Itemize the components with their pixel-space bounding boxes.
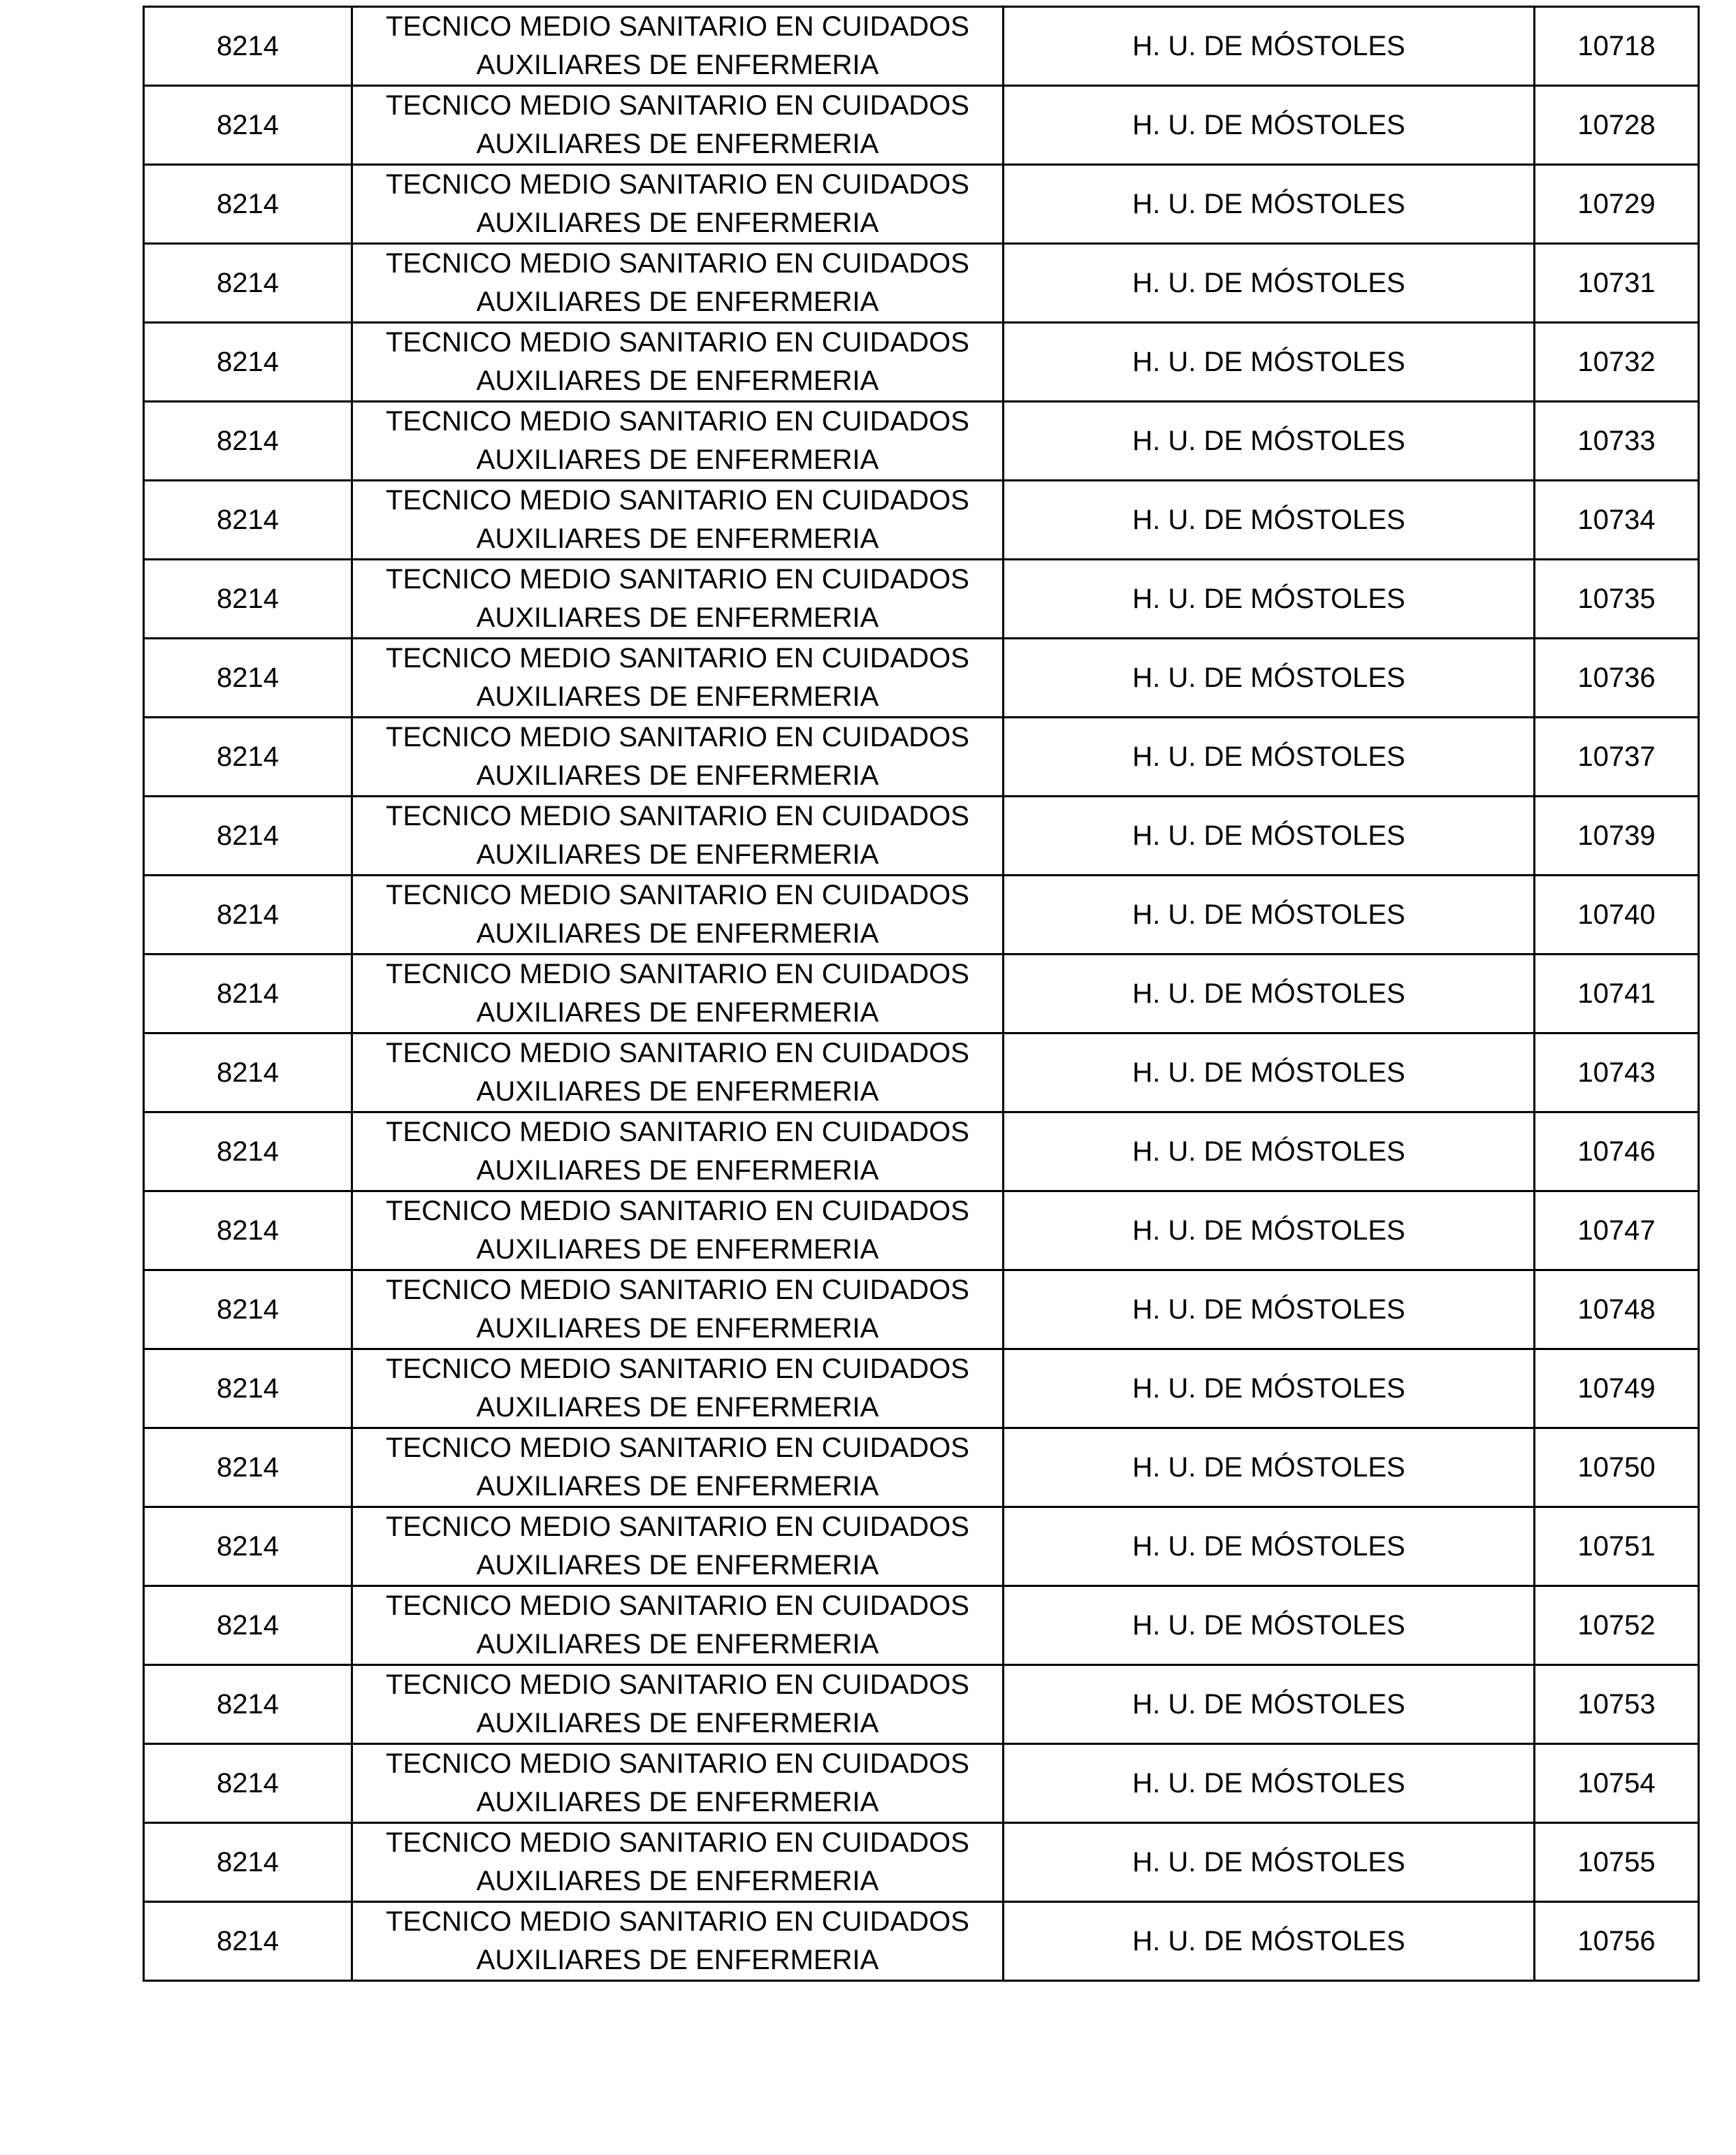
category-line-1: TECNICO MEDIO SANITARIO EN CUIDADOS bbox=[386, 722, 969, 753]
category-line-1: TECNICO MEDIO SANITARIO EN CUIDADOS bbox=[386, 406, 969, 437]
center-cell bbox=[1004, 1112, 1535, 1191]
center-cell bbox=[1004, 876, 1535, 955]
positions-table-body bbox=[144, 7, 1699, 1981]
category-line-1: TECNICO MEDIO SANITARIO EN CUIDADOS bbox=[386, 1906, 969, 1937]
number-cell bbox=[1535, 955, 1699, 1033]
table-row bbox=[144, 1902, 1699, 1981]
center-text: H. U. DE MÓSTOLES bbox=[1132, 1135, 1405, 1167]
number-text: 10732 bbox=[1577, 346, 1656, 377]
number-cell bbox=[1535, 876, 1699, 955]
table-row bbox=[144, 1191, 1699, 1270]
number-cell bbox=[1535, 165, 1699, 244]
category-line-2: AUXILIARES DE ENFERMERIA bbox=[476, 286, 879, 317]
category-cell bbox=[352, 402, 1004, 481]
number-text: 10753 bbox=[1577, 1688, 1656, 1720]
category-line-1: TECNICO MEDIO SANITARIO EN CUIDADOS bbox=[386, 169, 969, 200]
number-text: 10737 bbox=[1577, 741, 1656, 772]
table-row bbox=[144, 323, 1699, 402]
number-cell bbox=[1535, 1744, 1699, 1823]
number-cell bbox=[1535, 244, 1699, 323]
category-line-2: AUXILIARES DE ENFERMERIA bbox=[476, 1234, 879, 1265]
center-text: H. U. DE MÓSTOLES bbox=[1132, 820, 1405, 851]
category-line-1: TECNICO MEDIO SANITARIO EN CUIDADOS bbox=[386, 248, 969, 279]
category-line-2: AUXILIARES DE ENFERMERIA bbox=[476, 208, 879, 238]
code-text: 8214 bbox=[217, 1451, 279, 1483]
center-cell bbox=[1004, 402, 1535, 481]
category-line-2: AUXILIARES DE ENFERMERIA bbox=[476, 1550, 879, 1581]
code-text: 8214 bbox=[217, 1767, 279, 1799]
category-cell bbox=[352, 639, 1004, 718]
positions-table bbox=[143, 6, 1700, 1982]
code-cell bbox=[144, 718, 352, 797]
number-text: 10734 bbox=[1577, 504, 1656, 535]
code-cell bbox=[144, 1112, 352, 1191]
center-cell bbox=[1004, 1191, 1535, 1270]
code-text: 8214 bbox=[217, 1135, 279, 1167]
category-cell bbox=[352, 1428, 1004, 1507]
table-row bbox=[144, 1665, 1699, 1744]
category-line-2: AUXILIARES DE ENFERMERIA bbox=[476, 839, 879, 870]
center-text: H. U. DE MÓSTOLES bbox=[1132, 109, 1405, 140]
category-line-1: TECNICO MEDIO SANITARIO EN CUIDADOS bbox=[386, 1275, 969, 1305]
code-cell bbox=[144, 955, 352, 1033]
table-row bbox=[144, 244, 1699, 323]
code-text: 8214 bbox=[217, 741, 279, 772]
center-cell bbox=[1004, 1586, 1535, 1665]
center-text: H. U. DE MÓSTOLES bbox=[1132, 1057, 1405, 1088]
center-text: H. U. DE MÓSTOLES bbox=[1132, 978, 1405, 1009]
category-cell bbox=[352, 481, 1004, 560]
table-row bbox=[144, 7, 1699, 86]
number-text: 10756 bbox=[1577, 1925, 1656, 1957]
code-cell bbox=[144, 481, 352, 560]
code-text: 8214 bbox=[217, 30, 279, 61]
category-line-1: TECNICO MEDIO SANITARIO EN CUIDADOS bbox=[386, 1669, 969, 1700]
number-cell bbox=[1535, 481, 1699, 560]
category-line-2: AUXILIARES DE ENFERMERIA bbox=[476, 50, 879, 80]
number-cell bbox=[1535, 323, 1699, 402]
table-row bbox=[144, 797, 1699, 876]
code-cell bbox=[144, 323, 352, 402]
number-cell bbox=[1535, 1349, 1699, 1428]
category-cell bbox=[352, 1507, 1004, 1586]
code-text: 8214 bbox=[217, 188, 279, 219]
code-cell bbox=[144, 165, 352, 244]
table-row bbox=[144, 165, 1699, 244]
code-text: 8214 bbox=[217, 346, 279, 377]
category-line-1: TECNICO MEDIO SANITARIO EN CUIDADOS bbox=[386, 1117, 969, 1147]
number-text: 10748 bbox=[1577, 1293, 1656, 1325]
number-text: 10752 bbox=[1577, 1609, 1656, 1641]
code-text: 8214 bbox=[217, 1609, 279, 1641]
code-cell bbox=[144, 1349, 352, 1428]
number-text: 10743 bbox=[1577, 1057, 1656, 1088]
table-row bbox=[144, 560, 1699, 639]
center-cell bbox=[1004, 1507, 1535, 1586]
category-cell bbox=[352, 86, 1004, 165]
code-cell bbox=[144, 1586, 352, 1665]
code-text: 8214 bbox=[217, 504, 279, 535]
category-line-2: AUXILIARES DE ENFERMERIA bbox=[476, 997, 879, 1028]
category-line-1: TECNICO MEDIO SANITARIO EN CUIDADOS bbox=[386, 1511, 969, 1542]
table-row bbox=[144, 86, 1699, 165]
number-cell bbox=[1535, 7, 1699, 86]
number-text: 10731 bbox=[1577, 267, 1656, 298]
category-line-2: AUXILIARES DE ENFERMERIA bbox=[476, 760, 879, 791]
center-text: H. U. DE MÓSTOLES bbox=[1132, 1846, 1405, 1878]
code-text: 8214 bbox=[217, 978, 279, 1009]
number-cell bbox=[1535, 1112, 1699, 1191]
table-row bbox=[144, 876, 1699, 955]
center-cell bbox=[1004, 481, 1535, 560]
center-text: H. U. DE MÓSTOLES bbox=[1132, 1372, 1405, 1404]
code-text: 8214 bbox=[217, 1846, 279, 1878]
category-line-1: TECNICO MEDIO SANITARIO EN CUIDADOS bbox=[386, 1196, 969, 1226]
number-text: 10739 bbox=[1577, 820, 1656, 851]
category-cell bbox=[352, 718, 1004, 797]
category-line-2: AUXILIARES DE ENFERMERIA bbox=[476, 1076, 879, 1107]
number-cell bbox=[1535, 1902, 1699, 1981]
number-text: 10741 bbox=[1577, 978, 1656, 1009]
category-line-2: AUXILIARES DE ENFERMERIA bbox=[476, 1945, 879, 1975]
category-cell bbox=[352, 1823, 1004, 1902]
category-cell bbox=[352, 323, 1004, 402]
category-line-1: TECNICO MEDIO SANITARIO EN CUIDADOS bbox=[386, 1354, 969, 1384]
category-line-2: AUXILIARES DE ENFERMERIA bbox=[476, 1155, 879, 1186]
code-text: 8214 bbox=[217, 1688, 279, 1720]
table-row bbox=[144, 1033, 1699, 1112]
code-cell bbox=[144, 1270, 352, 1349]
center-cell bbox=[1004, 1823, 1535, 1902]
category-line-1: TECNICO MEDIO SANITARIO EN CUIDADOS bbox=[386, 1432, 969, 1463]
category-line-2: AUXILIARES DE ENFERMERIA bbox=[476, 444, 879, 475]
center-text: H. U. DE MÓSTOLES bbox=[1132, 662, 1405, 693]
code-cell bbox=[144, 1902, 352, 1981]
category-line-2: AUXILIARES DE ENFERMERIA bbox=[476, 1313, 879, 1344]
table-row bbox=[144, 481, 1699, 560]
center-cell bbox=[1004, 7, 1535, 86]
center-text: H. U. DE MÓSTOLES bbox=[1132, 1293, 1405, 1325]
category-line-2: AUXILIARES DE ENFERMERIA bbox=[476, 1392, 879, 1423]
center-cell bbox=[1004, 1270, 1535, 1349]
number-text: 10736 bbox=[1577, 662, 1656, 693]
number-cell bbox=[1535, 1586, 1699, 1665]
category-line-1: TECNICO MEDIO SANITARIO EN CUIDADOS bbox=[386, 90, 969, 121]
number-text: 10733 bbox=[1577, 425, 1656, 456]
center-cell bbox=[1004, 1033, 1535, 1112]
number-text: 10729 bbox=[1577, 188, 1656, 219]
code-text: 8214 bbox=[217, 820, 279, 851]
code-text: 8214 bbox=[217, 1293, 279, 1325]
category-cell bbox=[352, 165, 1004, 244]
category-line-1: TECNICO MEDIO SANITARIO EN CUIDADOS bbox=[386, 1590, 969, 1621]
center-text: H. U. DE MÓSTOLES bbox=[1132, 346, 1405, 377]
category-line-1: TECNICO MEDIO SANITARIO EN CUIDADOS bbox=[386, 801, 969, 832]
center-cell bbox=[1004, 1665, 1535, 1744]
category-line-2: AUXILIARES DE ENFERMERIA bbox=[476, 1629, 879, 1660]
code-text: 8214 bbox=[217, 899, 279, 930]
code-cell bbox=[144, 876, 352, 955]
center-text: H. U. DE MÓSTOLES bbox=[1132, 425, 1405, 456]
table-row bbox=[144, 402, 1699, 481]
code-cell bbox=[144, 402, 352, 481]
number-text: 10754 bbox=[1577, 1767, 1656, 1799]
number-text: 10718 bbox=[1577, 30, 1656, 61]
number-text: 10755 bbox=[1577, 1846, 1656, 1878]
code-text: 8214 bbox=[217, 1057, 279, 1088]
category-cell bbox=[352, 1586, 1004, 1665]
category-line-1: TECNICO MEDIO SANITARIO EN CUIDADOS bbox=[386, 327, 969, 358]
code-text: 8214 bbox=[217, 109, 279, 140]
number-cell bbox=[1535, 639, 1699, 718]
category-line-2: AUXILIARES DE ENFERMERIA bbox=[476, 129, 879, 159]
category-line-2: AUXILIARES DE ENFERMERIA bbox=[476, 1471, 879, 1502]
category-cell bbox=[352, 560, 1004, 639]
category-line-1: TECNICO MEDIO SANITARIO EN CUIDADOS bbox=[386, 880, 969, 910]
number-text: 10750 bbox=[1577, 1451, 1656, 1483]
category-line-1: TECNICO MEDIO SANITARIO EN CUIDADOS bbox=[386, 959, 969, 989]
number-cell bbox=[1535, 1507, 1699, 1586]
code-text: 8214 bbox=[217, 267, 279, 298]
table-row bbox=[144, 1744, 1699, 1823]
code-cell bbox=[144, 1665, 352, 1744]
center-cell bbox=[1004, 1428, 1535, 1507]
code-cell bbox=[144, 1507, 352, 1586]
category-cell bbox=[352, 1270, 1004, 1349]
code-text: 8214 bbox=[217, 583, 279, 614]
code-cell bbox=[144, 7, 352, 86]
category-line-2: AUXILIARES DE ENFERMERIA bbox=[476, 1866, 879, 1896]
code-cell bbox=[144, 560, 352, 639]
category-cell bbox=[352, 797, 1004, 876]
table-row bbox=[144, 1507, 1699, 1586]
center-text: H. U. DE MÓSTOLES bbox=[1132, 1451, 1405, 1483]
number-text: 10751 bbox=[1577, 1530, 1656, 1562]
code-text: 8214 bbox=[217, 1372, 279, 1404]
number-cell bbox=[1535, 718, 1699, 797]
code-cell bbox=[144, 639, 352, 718]
center-text: H. U. DE MÓSTOLES bbox=[1132, 1767, 1405, 1799]
center-text: H. U. DE MÓSTOLES bbox=[1132, 30, 1405, 61]
center-text: H. U. DE MÓSTOLES bbox=[1132, 899, 1405, 930]
number-cell bbox=[1535, 1191, 1699, 1270]
code-cell bbox=[144, 1428, 352, 1507]
center-cell bbox=[1004, 560, 1535, 639]
table-row bbox=[144, 1428, 1699, 1507]
table-row bbox=[144, 1349, 1699, 1428]
number-cell bbox=[1535, 1823, 1699, 1902]
category-cell bbox=[352, 955, 1004, 1033]
category-cell bbox=[352, 876, 1004, 955]
category-cell bbox=[352, 1744, 1004, 1823]
table-row bbox=[144, 955, 1699, 1033]
center-cell bbox=[1004, 86, 1535, 165]
number-cell bbox=[1535, 1270, 1699, 1349]
center-cell bbox=[1004, 639, 1535, 718]
category-line-1: TECNICO MEDIO SANITARIO EN CUIDADOS bbox=[386, 11, 969, 42]
category-cell bbox=[352, 1033, 1004, 1112]
category-line-2: AUXILIARES DE ENFERMERIA bbox=[476, 918, 879, 949]
code-cell bbox=[144, 1191, 352, 1270]
category-line-2: AUXILIARES DE ENFERMERIA bbox=[476, 523, 879, 554]
center-text: H. U. DE MÓSTOLES bbox=[1132, 1688, 1405, 1720]
category-line-1: TECNICO MEDIO SANITARIO EN CUIDADOS bbox=[386, 1748, 969, 1779]
center-cell bbox=[1004, 955, 1535, 1033]
number-cell bbox=[1535, 86, 1699, 165]
number-cell bbox=[1535, 1033, 1699, 1112]
code-cell bbox=[144, 1033, 352, 1112]
category-line-1: TECNICO MEDIO SANITARIO EN CUIDADOS bbox=[386, 485, 969, 516]
number-text: 10747 bbox=[1577, 1214, 1656, 1246]
code-cell bbox=[144, 1823, 352, 1902]
category-line-2: AUXILIARES DE ENFERMERIA bbox=[476, 602, 879, 633]
center-cell bbox=[1004, 165, 1535, 244]
number-cell bbox=[1535, 797, 1699, 876]
number-text: 10740 bbox=[1577, 899, 1656, 930]
center-text: H. U. DE MÓSTOLES bbox=[1132, 741, 1405, 772]
center-cell bbox=[1004, 1349, 1535, 1428]
number-cell bbox=[1535, 1665, 1699, 1744]
category-line-2: AUXILIARES DE ENFERMERIA bbox=[476, 365, 879, 396]
category-cell bbox=[352, 1665, 1004, 1744]
category-line-1: TECNICO MEDIO SANITARIO EN CUIDADOS bbox=[386, 564, 969, 595]
center-text: H. U. DE MÓSTOLES bbox=[1132, 583, 1405, 614]
table-row bbox=[144, 1112, 1699, 1191]
code-cell bbox=[144, 1744, 352, 1823]
code-text: 8214 bbox=[217, 1530, 279, 1562]
number-text: 10746 bbox=[1577, 1135, 1656, 1167]
category-line-2: AUXILIARES DE ENFERMERIA bbox=[476, 1708, 879, 1739]
number-cell bbox=[1535, 560, 1699, 639]
center-cell bbox=[1004, 1902, 1535, 1981]
category-cell bbox=[352, 1112, 1004, 1191]
category-cell bbox=[352, 1902, 1004, 1981]
number-text: 10749 bbox=[1577, 1372, 1656, 1404]
code-text: 8214 bbox=[217, 1214, 279, 1246]
code-text: 8214 bbox=[217, 425, 279, 456]
code-text: 8214 bbox=[217, 662, 279, 693]
table-row bbox=[144, 718, 1699, 797]
category-cell bbox=[352, 244, 1004, 323]
table-row bbox=[144, 1270, 1699, 1349]
category-cell bbox=[352, 1191, 1004, 1270]
category-cell bbox=[352, 1349, 1004, 1428]
category-cell bbox=[352, 7, 1004, 86]
category-line-2: AUXILIARES DE ENFERMERIA bbox=[476, 1787, 879, 1817]
center-text: H. U. DE MÓSTOLES bbox=[1132, 267, 1405, 298]
center-cell bbox=[1004, 718, 1535, 797]
center-text: H. U. DE MÓSTOLES bbox=[1132, 1530, 1405, 1562]
table-row bbox=[144, 639, 1699, 718]
code-cell bbox=[144, 244, 352, 323]
table-row bbox=[144, 1823, 1699, 1902]
number-text: 10728 bbox=[1577, 109, 1656, 140]
center-cell bbox=[1004, 244, 1535, 323]
number-text: 10735 bbox=[1577, 583, 1656, 614]
center-cell bbox=[1004, 323, 1535, 402]
center-text: H. U. DE MÓSTOLES bbox=[1132, 188, 1405, 219]
table-row bbox=[144, 1586, 1699, 1665]
center-text: H. U. DE MÓSTOLES bbox=[1132, 1609, 1405, 1641]
number-cell bbox=[1535, 1428, 1699, 1507]
category-line-1: TECNICO MEDIO SANITARIO EN CUIDADOS bbox=[386, 643, 969, 674]
number-cell bbox=[1535, 402, 1699, 481]
center-cell bbox=[1004, 1744, 1535, 1823]
center-cell bbox=[1004, 797, 1535, 876]
category-line-1: TECNICO MEDIO SANITARIO EN CUIDADOS bbox=[386, 1827, 969, 1858]
code-text: 8214 bbox=[217, 1925, 279, 1957]
center-text: H. U. DE MÓSTOLES bbox=[1132, 1214, 1405, 1246]
code-cell bbox=[144, 86, 352, 165]
category-line-1: TECNICO MEDIO SANITARIO EN CUIDADOS bbox=[386, 1038, 969, 1068]
center-text: H. U. DE MÓSTOLES bbox=[1132, 504, 1405, 535]
center-text: H. U. DE MÓSTOLES bbox=[1132, 1925, 1405, 1957]
category-line-2: AUXILIARES DE ENFERMERIA bbox=[476, 681, 879, 712]
code-cell bbox=[144, 797, 352, 876]
